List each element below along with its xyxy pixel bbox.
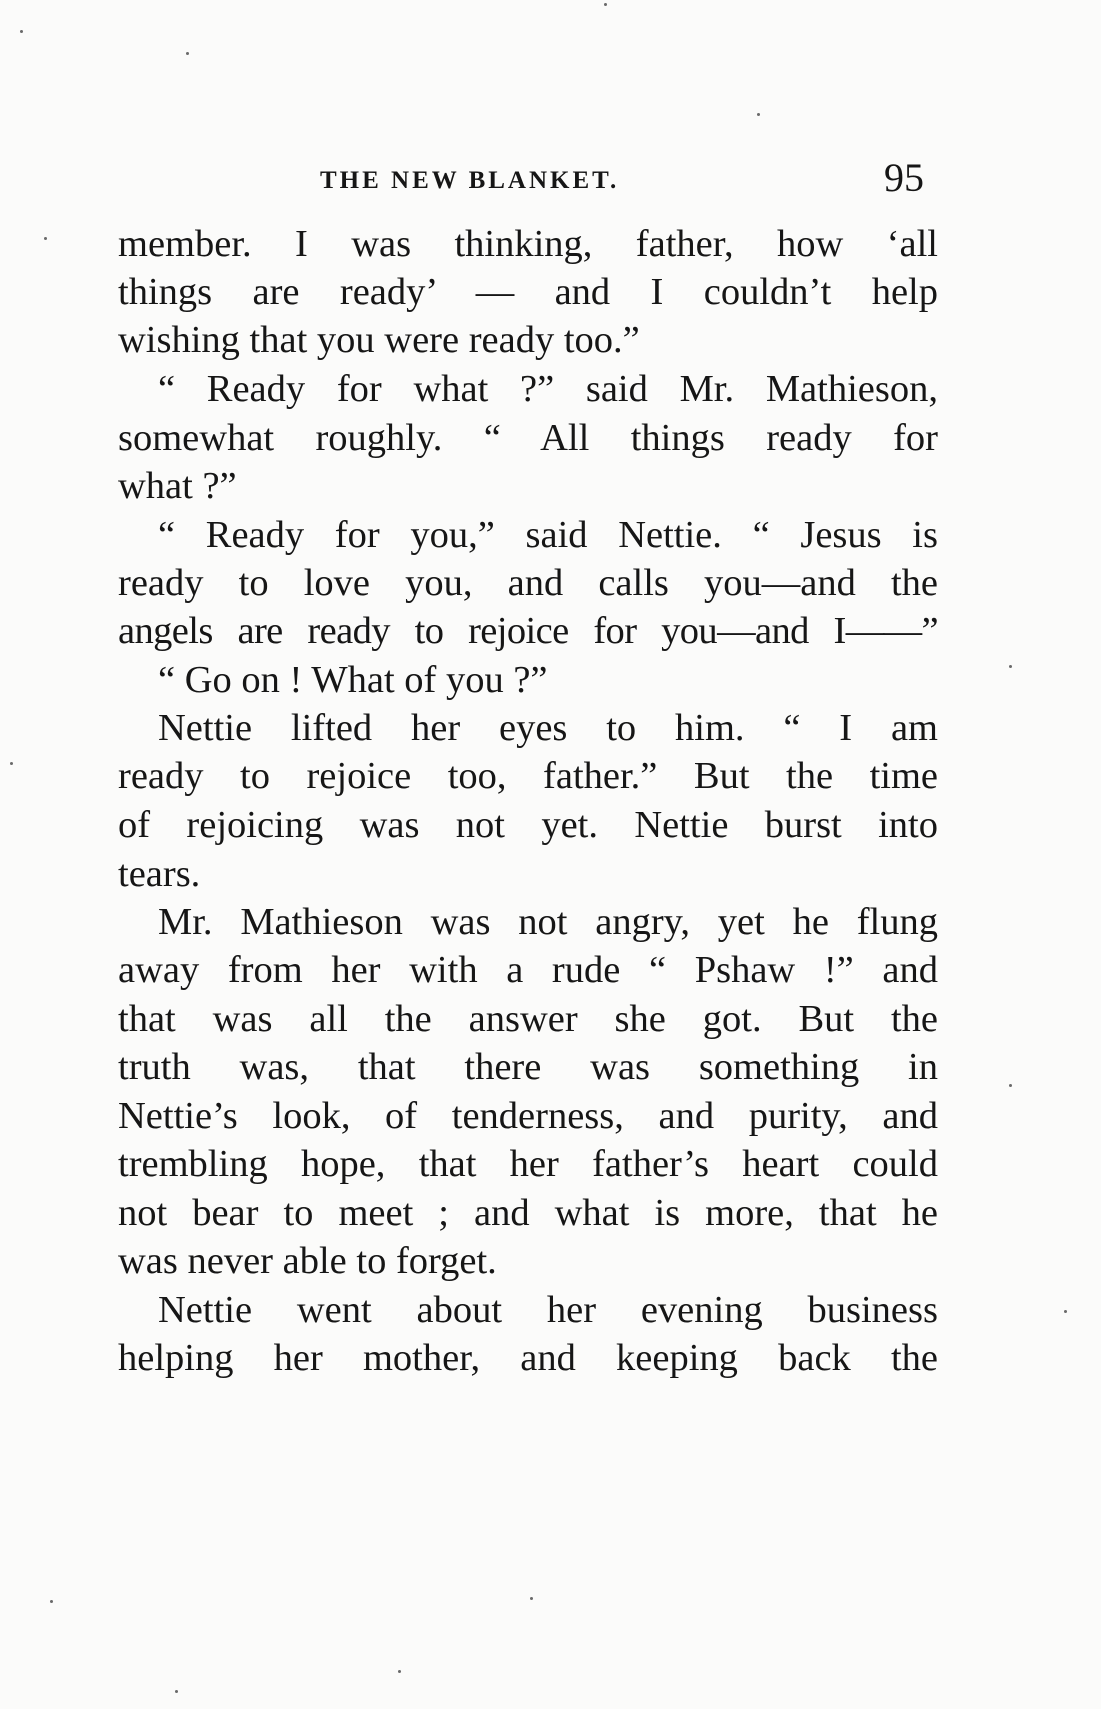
scan-speck <box>1009 1084 1012 1087</box>
text-line: was never able to forget. <box>118 1240 497 1282</box>
scan-speck <box>604 3 607 6</box>
scan-speck <box>50 1600 53 1603</box>
scan-speck <box>175 1690 178 1693</box>
scan-speck <box>398 1670 401 1673</box>
text-line: away from her with a rude “ Pshaw !” and <box>118 949 938 991</box>
scan-speck <box>1064 1310 1067 1313</box>
text-line: member. I was thinking, father, how ‘all <box>118 223 938 265</box>
text-line: that was all the answer she got. But the <box>118 998 938 1040</box>
text-line: what ?” <box>118 465 237 507</box>
text-line: angels are ready to rejoice for you—and I——” <box>118 610 938 652</box>
text-line: Nettie lifted her eyes to him. “ I am <box>158 707 938 749</box>
text-line: wishing that you were ready too.” <box>118 319 640 361</box>
text-line: truth was, that there was something in <box>118 1046 938 1088</box>
scan-speck <box>44 237 47 240</box>
text-line: Nettie went about her evening business <box>158 1289 938 1331</box>
text-line: ready to rejoice too, father.” But the time <box>118 755 938 797</box>
scan-speck <box>20 30 23 33</box>
text-line: “ Ready for what ?” said Mr. Mathieson, <box>158 368 938 410</box>
scan-speck <box>757 113 760 116</box>
page-number: 95 <box>884 155 924 200</box>
text-line: trembling hope, that her father’s heart could <box>118 1143 938 1185</box>
running-title: THE NEW BLANKET. <box>320 167 620 194</box>
text-line: Nettie’s look, of tenderness, and purity, and <box>118 1095 938 1137</box>
scan-speck <box>10 762 13 765</box>
text-line: things are ready’ — and I couldn’t help <box>118 271 938 313</box>
text-line: “ Ready for you,” said Nettie. “ Jesus is <box>158 514 938 556</box>
text-line: of rejoicing was not yet. Nettie burst into <box>118 804 938 846</box>
scan-speck <box>1009 665 1012 668</box>
scan-speck <box>186 52 189 55</box>
scan-speck <box>530 1597 533 1600</box>
text-line: not bear to meet ; and what is more, that he <box>118 1192 938 1234</box>
text-line: ready to love you, and calls you—and the <box>118 562 938 604</box>
text-line: helping her mother, and keeping back the <box>118 1337 938 1379</box>
text-line: Mr. Mathieson was not angry, yet he flung <box>158 901 938 943</box>
text-line: tears. <box>118 853 201 895</box>
text-line: somewhat roughly. “ All things ready for <box>118 417 938 459</box>
text-line: “ Go on ! What of you ?” <box>158 659 548 701</box>
